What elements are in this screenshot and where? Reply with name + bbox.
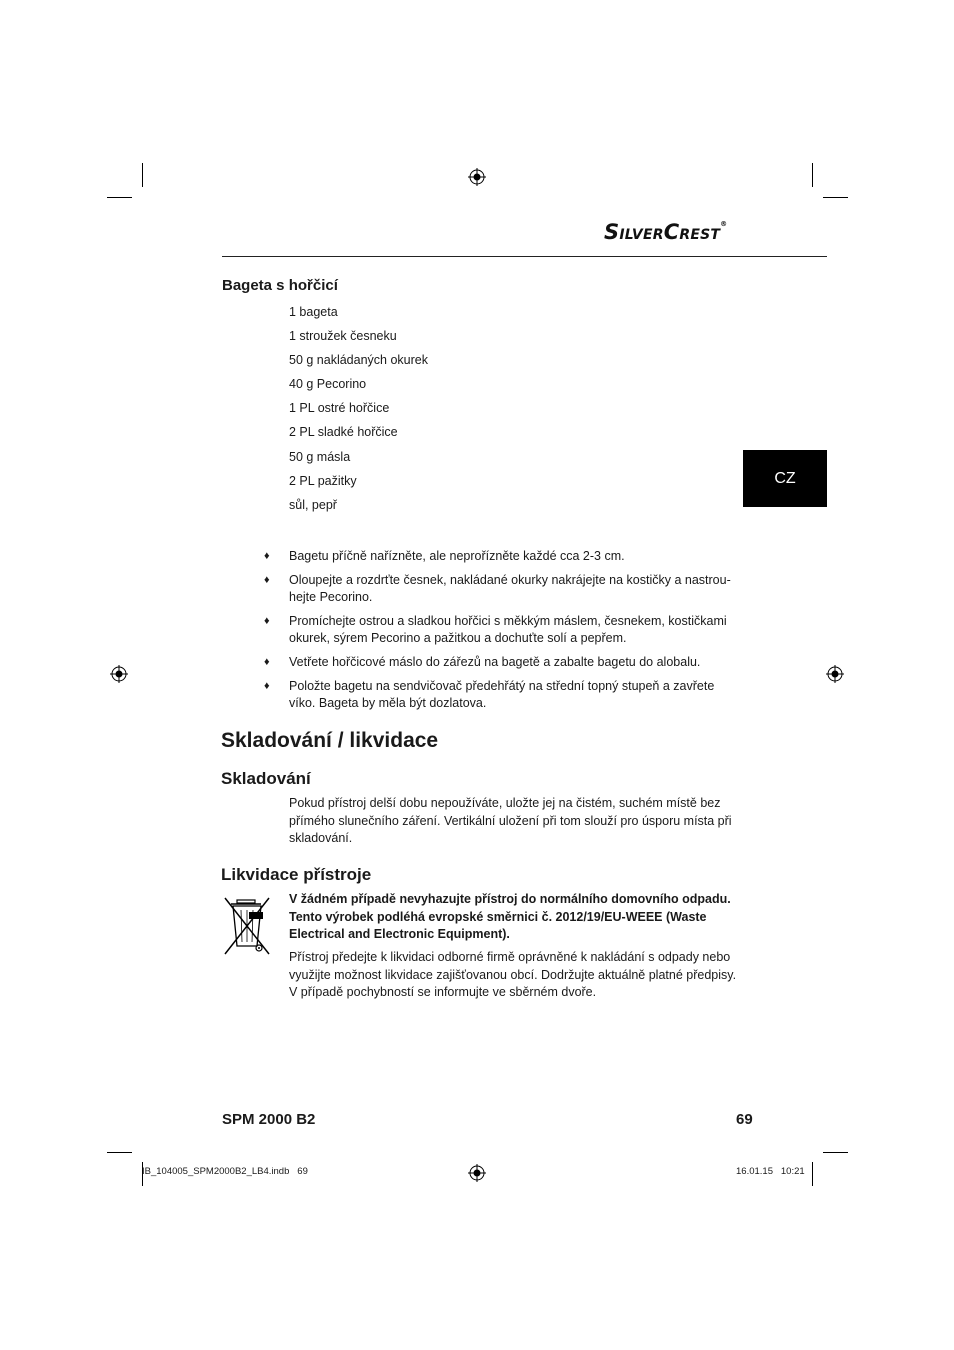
list-item: 1 stroužek česneku: [289, 329, 397, 344]
header-rule: [222, 256, 827, 257]
list-item: 2 PL pažitky: [289, 473, 357, 488]
bullet-icon: ♦: [264, 550, 270, 562]
bullet-icon: ♦: [264, 574, 270, 586]
list-item: ♦ Bagetu příčně nařízněte, ale neprořízněte každé cca 2-3 cm.: [264, 549, 625, 563]
bullet-icon: ♦: [264, 680, 270, 692]
list-item: 50 g nakládaných okurek: [289, 353, 428, 368]
page-number: 69: [736, 1111, 753, 1128]
list-item: ♦ Položte bagetu na sendvičovač předehřátý na střední topný stupeň a zavřete víko. Bageta by měla být dozlatova.: [264, 679, 715, 710]
registration-mark-icon: [110, 665, 128, 683]
crop-mark: [107, 1152, 132, 1153]
crop-mark: [823, 1152, 848, 1153]
print-slug-file: IB_104005_SPM2000B2_LB4.indb 69: [142, 1166, 308, 1177]
disposal-warning: V žádném případě nevyhazujte přístroj do normálního domovního odpadu. Tento výrobek podléhá evropské směrnici č. 2012/19/EU-WEEE (Waste Electrical and Electronic Equipment).: [289, 892, 731, 941]
list-item: ♦ Oloupejte a rozdrťte česnek, nakládané okurky nakrájejte na kostičky a nastrou-hejte Pecorino.: [264, 573, 731, 604]
list-item: 1 bageta: [289, 305, 338, 319]
language-tab: CZ: [743, 450, 827, 507]
recipe-title: Bageta s hořčicí: [222, 277, 338, 294]
list-item: 50 g másla: [289, 449, 351, 464]
list-item: 1 PL ostré hořčice: [289, 401, 390, 416]
model-number: SPM 2000 B2: [222, 1111, 316, 1128]
storage-heading: Skladování: [221, 769, 311, 788]
registration-mark-icon: [826, 665, 844, 683]
crop-mark: [142, 163, 143, 187]
step-list: [262, 548, 742, 719]
bullet-icon: ♦: [264, 615, 270, 627]
crop-mark: [812, 1162, 813, 1186]
disposal-heading: Likvidace přístroje: [221, 865, 372, 884]
crop-mark: [107, 197, 132, 198]
bullet-icon: ♦: [264, 656, 270, 668]
registration-mark-icon: [468, 168, 486, 186]
list-item: ♦ Promíchejte ostrou a sladkou hořčici s měkkým máslem, česnekem, kostičkami okurek, sýrem Pecorino a pažitkou a dochuťte solí a pepřem.: [264, 614, 727, 645]
list-item: sůl, pepř: [289, 497, 337, 512]
list-item: 2 PL sladké hořčice: [289, 425, 398, 440]
storage-text: Pokud přístroj delší dobu nepoužíváte, uložte jej na čistém, suchém místě bez přímého slunečního záření. Vertikální uložení při tom slouží pro úsporu místa při skladování.: [289, 796, 732, 845]
crop-mark: [812, 163, 813, 187]
print-slug-datetime: 16.01.15 10:21: [736, 1166, 805, 1177]
ingredient-list: [289, 304, 428, 521]
list-item: 40 g Pecorino: [289, 377, 367, 392]
list-item: ♦ Vetřete hořčicové máslo do zářezů na bagetě a zabalte bagetu do alobalu.: [264, 655, 701, 669]
crossed-bin-icon: [221, 894, 273, 958]
disposal-text: Přístroj předejte k likvidaci odborné firmě oprávněné k nakládání s odpady nebo využijte možnost likvidace zajišťovanou obcí. Dodržujte aktuálně platné předpisy. V případě pochybností se informujte ve sběrném dvoře.: [289, 950, 737, 999]
registration-mark-icon: [468, 1164, 486, 1182]
crop-mark: [823, 197, 848, 198]
brand-logo: SILVERCREST®: [604, 220, 728, 244]
section-title: Skladování / likvidace: [221, 729, 439, 752]
